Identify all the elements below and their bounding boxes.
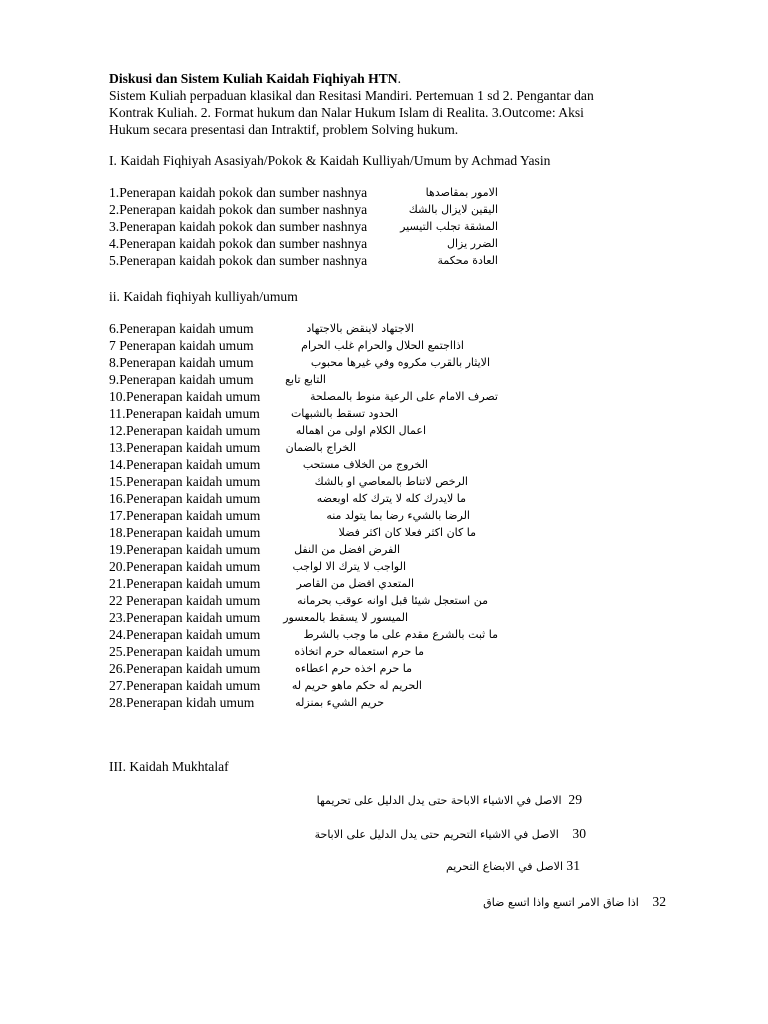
arabic-rule: الاصل في الابضاع التحريم	[445, 860, 563, 873]
arabic-rule: الرخص لاتناط بالمعاصي او بالشك	[314, 475, 468, 488]
list-item-label: 15.Penerapan kaidah umum	[109, 474, 261, 489]
list-item-label: 4.Penerapan kaidah pokok dan sumber nashnya	[109, 236, 368, 251]
document-title-line	[109, 70, 401, 87]
arabic-rule: الخروج من الخلاف مستحب	[302, 458, 428, 471]
list-item-label: 10.Penerapan kaidah umum	[109, 389, 261, 404]
section-heading: I. Kaidah Fiqhiyah Asasiyah/Pokok & Kaidah Kulliyah/Umum by Achmad Yasin	[109, 153, 551, 168]
list-item-label: 19.Penerapan kaidah umum	[109, 542, 261, 557]
mukhtalaf-rule	[252, 791, 582, 809]
arabic-rule: المشقة تجلب التيسير	[400, 220, 498, 233]
list-item-label: 1.Penerapan kaidah pokok dan sumber nashnya	[109, 185, 368, 200]
list-item-label: 16.Penerapan kaidah umum	[109, 491, 261, 506]
arabic-rule: الفرض افضل من النفل	[294, 543, 400, 556]
section-heading: ii. Kaidah fiqhiyah kulliyah/umum	[109, 289, 298, 304]
list-item-label: 18.Penerapan kaidah umum	[109, 525, 261, 540]
list-item-label: 27.Penerapan kaidah umum	[109, 678, 261, 693]
arabic-rule: اعمال الكلام اولى من اهماله	[295, 424, 426, 437]
arabic-rule: الرضا بالشيء رضا بما يتولد منه	[326, 509, 470, 522]
list-item-label: 3.Penerapan kaidah pokok dan sumber nashnya	[109, 219, 368, 234]
section-heading: III. Kaidah Mukhtalaf	[109, 759, 229, 774]
list-item-label: 28.Penerapan kidah umum	[109, 695, 255, 710]
list-item-label: 24.Penerapan kaidah umum	[109, 627, 261, 642]
arabic-rule: العادة محكمة	[437, 254, 498, 267]
rule-number: 29	[568, 792, 582, 807]
arabic-rule: الامور بمقاصدها	[425, 186, 498, 199]
arabic-rule: الضرر يزال	[446, 237, 498, 250]
list-item-label: 11.Penerapan kaidah umum	[109, 406, 260, 421]
list-item-label: 8.Penerapan kaidah umum	[109, 355, 254, 370]
arabic-rule: ما حرم استعماله حرم اتخاذه	[294, 645, 424, 658]
list-item-label: 7 Penerapan kaidah umum	[109, 338, 254, 353]
mukhtalaf-rule	[380, 857, 580, 875]
list-item-label: 20.Penerapan kaidah umum	[109, 559, 261, 574]
document-title: Diskusi dan Sistem Kuliah Kaidah Fiqhiyah HTN	[109, 71, 398, 86]
arabic-rule: الميسور لا يسقط بالمعسور	[283, 611, 408, 624]
list-item-label: 21.Penerapan kaidah umum	[109, 576, 261, 591]
arabic-rule: الحدود تسقط بالشبهات	[290, 407, 398, 420]
list-item-label: 6.Penerapan kaidah umum	[109, 321, 254, 336]
title-period: .	[397, 71, 401, 86]
arabic-rule: المتعدي افضل من القاصر	[296, 577, 414, 590]
arabic-rule: حريم الشيء بمنزله	[295, 696, 384, 709]
mukhtalaf-rule	[256, 825, 586, 843]
arabic-rule: اذا ضاق الامر اتسع واذا اتسع ضاق	[483, 896, 639, 909]
list-item-label: 17.Penerapan kaidah umum	[109, 508, 261, 523]
intro-line: Hukum secara presentasi dan Intraktif, problem Solving hukum.	[109, 122, 459, 137]
arabic-rule: اليقين لايزال بالشك	[408, 203, 498, 216]
list-item-label: 25.Penerapan kaidah umum	[109, 644, 261, 659]
arabic-rule: الخراج بالضمان	[285, 441, 356, 454]
list-item-label: 13.Penerapan kaidah umum	[109, 440, 261, 455]
arabic-rule: ما ثبت بالشرع مقدم على ما وجب بالشرط	[303, 628, 498, 641]
arabic-rule: التابع تابع	[285, 373, 326, 386]
list-item-label: 22 Penerapan kaidah umum	[109, 593, 261, 608]
list-item-label: 23.Penerapan kaidah umum	[109, 610, 261, 625]
list-item-label: 14.Penerapan kaidah umum	[109, 457, 261, 472]
list-item-label: 5.Penerapan kaidah pokok dan sumber nashnya	[109, 253, 368, 268]
intro-line: Kontrak Kuliah. 2. Format hukum dan Nalar Hukum Islam di Realita. 3.Outcome: Aksi	[109, 105, 584, 120]
arabic-rule: الحريم له حكم ماهو حريم له	[291, 679, 422, 692]
arabic-rule: الايثار بالقرب مكروه وفي غيرها محبوب	[310, 356, 490, 369]
arabic-rule: ما لايدرك كله لا يترك كله اوبعضه	[316, 492, 466, 505]
arabic-rule: ما كان اكثر فعلا كان اكثر فضلا	[338, 526, 476, 539]
intro-line: Sistem Kuliah perpaduan klasikal dan Resitasi Mandiri. Pertemuan 1 sd 2. Pengantar dan	[109, 88, 594, 103]
arabic-rule: اذااجتمع الحلال والحرام غلب الحرام	[301, 339, 464, 352]
rule-number: 32	[652, 894, 666, 909]
arabic-rule: الاصل في الاشياء الاباحة حتى يدل الدليل على تحريمها	[316, 794, 562, 807]
list-item-label: 2.Penerapan kaidah pokok dan sumber nashnya	[109, 202, 368, 217]
arabic-rule: تصرف الامام على الرعية منوط بالمصلحة	[310, 390, 498, 403]
mukhtalaf-rule	[320, 893, 666, 911]
arabic-rule: الاصل في الاشياء التحريم حتى يدل الدليل على الاباحة	[314, 828, 559, 841]
list-item-label: 9.Penerapan kaidah umum	[109, 372, 254, 387]
rule-number: 31	[566, 858, 580, 873]
arabic-rule: الاجتهاد لاينقض بالاجتهاد	[306, 322, 414, 335]
list-item-label: 12.Penerapan kaidah umum	[109, 423, 261, 438]
rule-number: 30	[572, 826, 586, 841]
arabic-rule: الواجب لا يترك الا لواجب	[292, 560, 406, 573]
arabic-rule: ما حرم اخذه حرم اعطاءه	[295, 662, 412, 675]
arabic-rule: من استعجل شيئا قبل اوانه عوقب بحرمانه	[297, 594, 488, 607]
list-item-label: 26.Penerapan kaidah umum	[109, 661, 261, 676]
